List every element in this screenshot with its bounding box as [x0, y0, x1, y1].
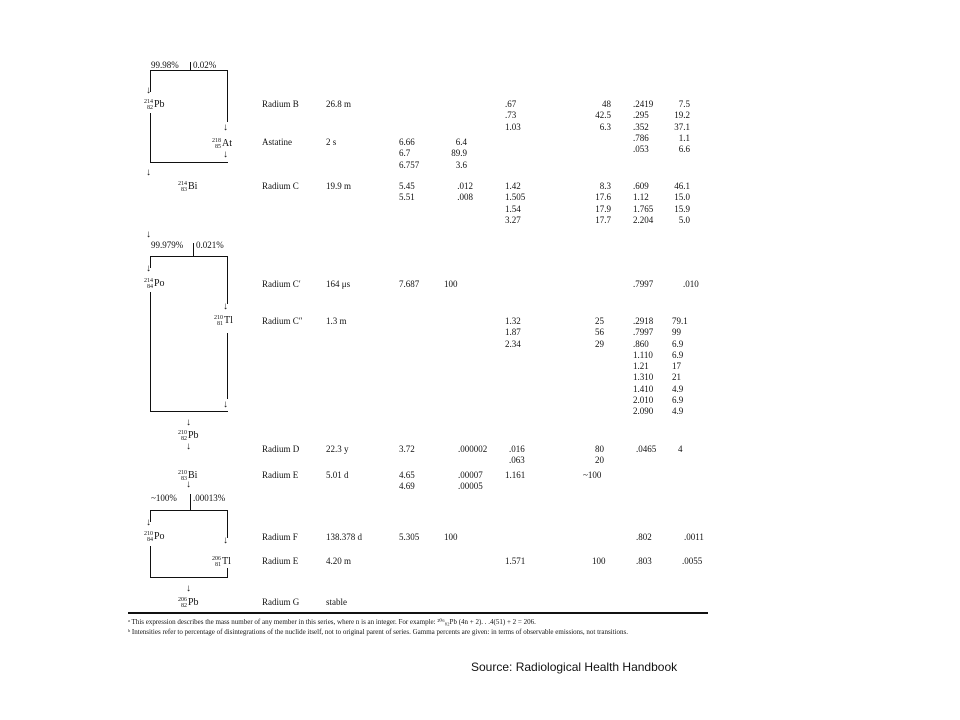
gamma-energy-list: .2918 .7997 .860 1.110 1.21 1.310 1.410 2.010 2.090	[633, 316, 654, 417]
branch-line	[150, 577, 228, 578]
beta-energy-list: 1.32 1.87 2.34	[505, 316, 521, 349]
nuclide-po214: 214 84 Po	[144, 278, 165, 290]
alpha-intensity: .000002	[458, 444, 488, 454]
nuclide-pb210: 210 82 Pb	[178, 430, 199, 442]
gamma-energy-list: .609 1.12 1.765 2.204	[633, 181, 654, 225]
beta-energy: 1.571	[505, 556, 526, 566]
alpha-energy: 5.305	[399, 532, 420, 542]
alpha-intensity: 100	[444, 279, 458, 289]
gamma-intensity: .0011	[684, 532, 704, 542]
branch-percent-right: 0.021%	[196, 240, 224, 250]
row-name: Radium D	[262, 444, 300, 454]
beta-intensity-list: 25 56 29	[595, 316, 604, 349]
decay-arrow-icon: ↓	[223, 535, 228, 546]
nuclide-pb206: 206 82 Pb	[178, 597, 199, 609]
row-name: Radium E	[262, 556, 299, 566]
half-life: stable	[326, 597, 347, 607]
nuclide-tl206: 206 81 Tl	[212, 556, 231, 568]
decay-arrow-icon: ↓	[186, 583, 191, 594]
half-life: 4.20 m	[326, 556, 352, 566]
branch-line	[150, 70, 228, 71]
gamma-energy-list: .2419 .295 .352 .786 .053	[633, 99, 654, 155]
nuclide-pb214: 214 82 Pb	[144, 99, 165, 111]
alpha-intensity-list: .012 .008	[457, 181, 473, 203]
branch-line	[227, 333, 228, 399]
decay-arrow-icon: ↓	[186, 441, 191, 452]
branch-line	[150, 411, 228, 412]
decay-arrow-icon: ↓	[223, 399, 228, 410]
gamma-intensity-list: 79.1 99 6.9 6.9 17 21 4.9 6.9 4.9	[672, 316, 688, 417]
branch-line	[227, 568, 228, 578]
branch-percent-right: 0.02%	[193, 60, 217, 70]
gamma-intensity: .0055	[682, 556, 703, 566]
decay-arrow-icon: ↓	[223, 301, 228, 312]
nuclide-bi210: 210 83 Bi	[178, 470, 198, 482]
decay-arrow-icon: ↓	[146, 85, 151, 96]
row-name: Radium C″	[262, 316, 303, 326]
source-caption: Source: Radiological Health Handbook	[471, 660, 678, 674]
branch-line	[227, 256, 228, 304]
alpha-energy: 7.687	[399, 279, 420, 289]
decay-arrow-icon: ↓	[146, 263, 151, 274]
footnote-a: ᵃ This expression describes the mass number of any member in this series, where n is an integer. For example: ²⁰⁶₈₂Pb (4n + 2). . .4(51) + 2 = 206.	[128, 618, 536, 626]
branch-line	[150, 292, 151, 412]
decay-arrow-icon: ↓	[186, 417, 191, 428]
alpha-intensity-list: 6.4 89.9 3.6	[451, 137, 467, 170]
beta-energy-list: .67 .73 1.03	[505, 99, 521, 132]
branch-tick	[190, 494, 191, 510]
beta-intensity-list: 80 20	[595, 444, 604, 466]
footnote-b: ᵇ Intensities refer to percentage of disintegrations of the nuclide itself, not to original parent of series. Gamma percents are given: in terms of observable emissions, not transitions.	[128, 628, 628, 636]
row-name: Radium B	[262, 99, 299, 109]
half-life: 22.3 y	[326, 444, 349, 454]
decay-arrow-icon: ↓	[223, 122, 228, 133]
nuclide-at218: 218 85 At	[212, 138, 232, 150]
half-life: 26.8 m	[326, 99, 352, 109]
nuclide-bi214: 214 83 Bi	[178, 181, 198, 193]
branch-tick	[193, 243, 194, 256]
row-name: Radium E	[262, 470, 299, 480]
decay-arrow-icon: ↓	[146, 517, 151, 528]
branch-percent-left: 99.98%	[151, 60, 179, 70]
beta-intensity-list: 48 42.5 6.3	[595, 99, 611, 132]
footnote-divider	[128, 612, 708, 614]
branch-line	[227, 510, 228, 538]
decay-arrow-icon: ↓	[186, 479, 191, 490]
row-name: Astatine	[262, 137, 292, 147]
beta-intensity: ~100	[583, 470, 602, 480]
branch-percent-right: .00013%	[193, 493, 226, 503]
branch-line	[150, 256, 228, 257]
alpha-intensity-list: .00007 .00005	[458, 470, 483, 492]
beta-energy-list: .016 .063	[509, 444, 525, 466]
alpha-energy-list: 4.65 4.69	[399, 470, 415, 492]
row-name: Radium F	[262, 532, 298, 542]
branch-line	[150, 510, 228, 511]
decay-arrow-icon: ↓	[223, 149, 228, 160]
row-name: Radium C	[262, 181, 299, 191]
beta-intensity-list: 8.3 17.6 17.9 17.7	[595, 181, 611, 225]
branch-line	[150, 546, 151, 578]
gamma-intensity-list: 46.1 15.0 15.9 5.0	[674, 181, 690, 225]
branch-percent-left: ~100%	[151, 493, 177, 503]
branch-percent-left: 99.979%	[151, 240, 184, 250]
branch-line	[227, 70, 228, 122]
gamma-intensity: .010	[683, 279, 699, 289]
branch-tick	[190, 62, 191, 71]
half-life: 1.3 m	[326, 316, 347, 326]
alpha-energy-list: 5.45 5.51	[399, 181, 415, 203]
gamma-energy: .0465	[636, 444, 657, 454]
nuclide-po210: 210 84 Po	[144, 531, 165, 543]
half-life: 138.378 d	[326, 532, 362, 542]
alpha-intensity: 100	[444, 532, 458, 542]
gamma-energy: .803	[636, 556, 652, 566]
beta-energy-list: 1.42 1.505 1.54 3.27	[505, 181, 526, 225]
alpha-energy-list: 6.66 6.7 6.757	[399, 137, 420, 170]
row-name: Radium G	[262, 597, 300, 607]
branch-line	[150, 162, 228, 163]
nuclide-tl210: 210 81 Tl	[214, 315, 233, 327]
beta-energy: 1.161	[505, 470, 526, 480]
gamma-intensity: 4	[678, 444, 683, 454]
alpha-energy: 3.72	[399, 444, 415, 454]
half-life: 5.01 d	[326, 470, 349, 480]
gamma-energy: .7997	[633, 279, 654, 289]
half-life: 19.9 m	[326, 181, 352, 191]
row-name: Radium C′	[262, 279, 301, 289]
decay-arrow-icon: ↓	[146, 167, 151, 178]
half-life: 164 μs	[326, 279, 351, 289]
gamma-intensity-list: 7.5 19.2 37.1 1.1 6.6	[674, 99, 690, 155]
decay-arrow-icon: ↓	[146, 229, 151, 240]
beta-intensity: 100	[592, 556, 606, 566]
gamma-energy: .802	[636, 532, 652, 542]
branch-line	[150, 113, 151, 163]
half-life: 2 s	[326, 137, 337, 147]
